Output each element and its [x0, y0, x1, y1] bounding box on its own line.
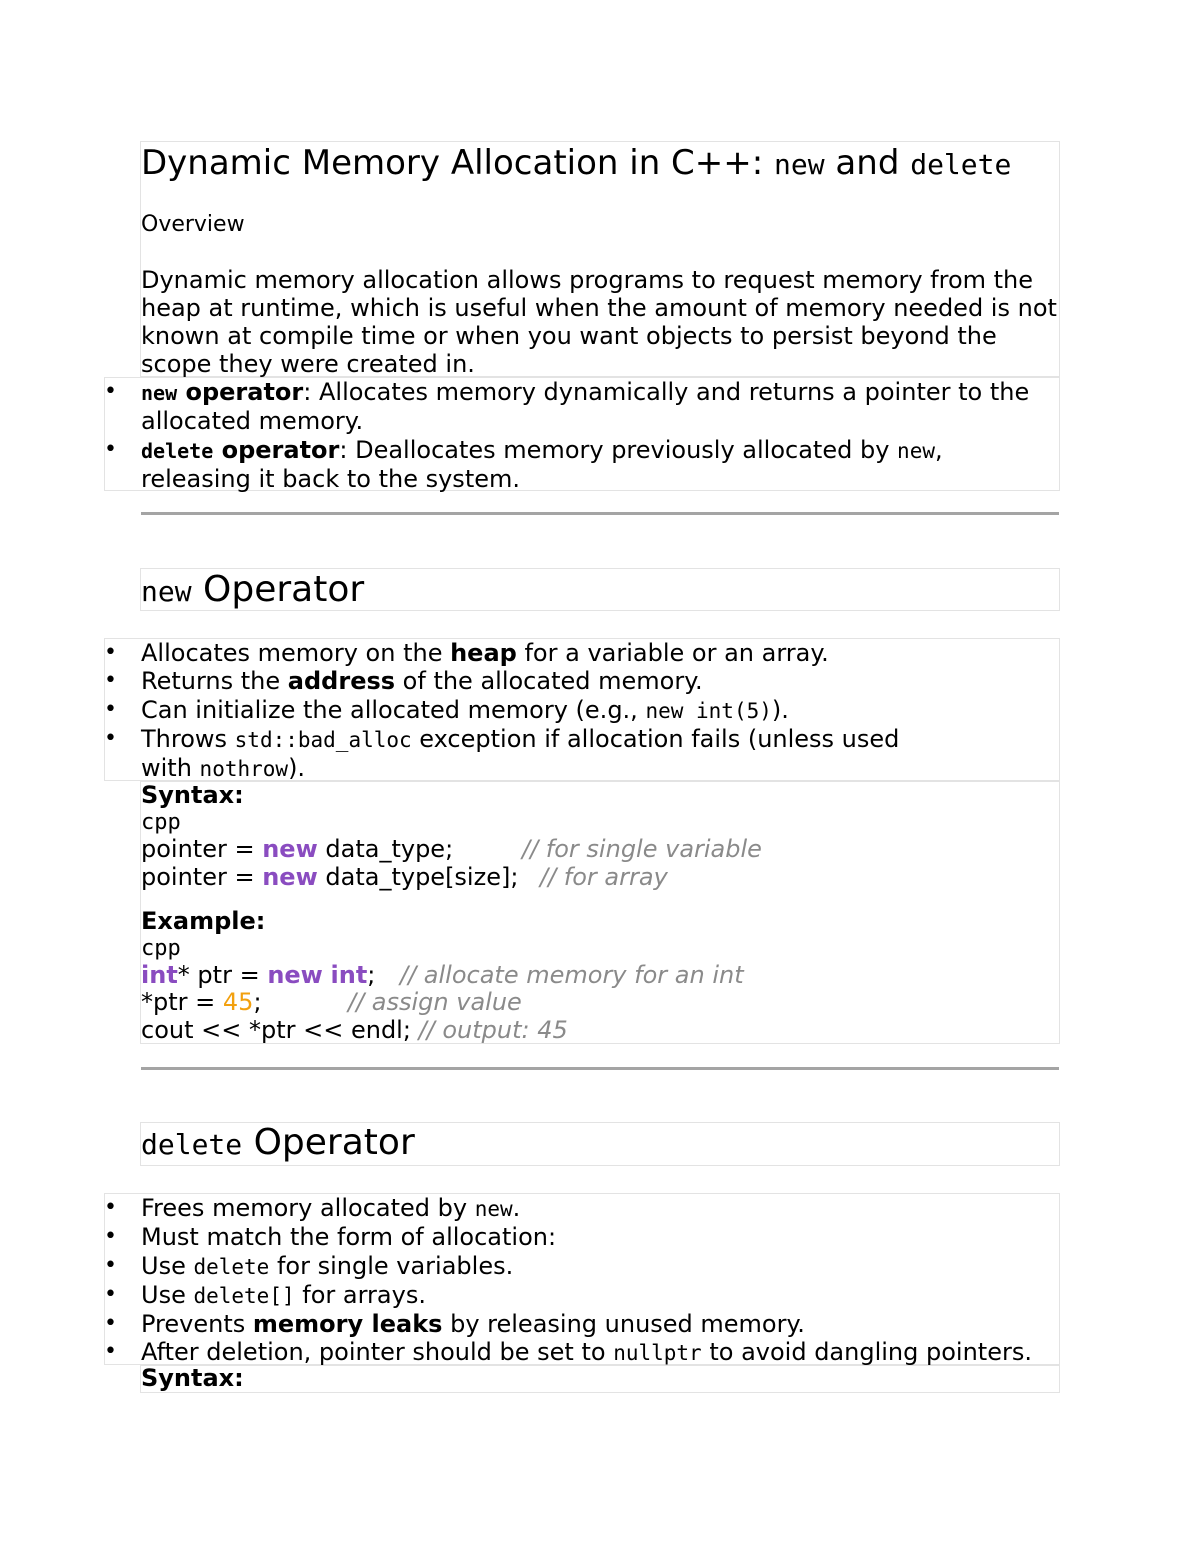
title-text: Operator	[242, 1122, 415, 1163]
code-comment: // for array	[540, 863, 668, 891]
code-text: * ptr =	[177, 961, 268, 989]
bullet-cont: with	[141, 754, 200, 783]
code-keyword: new	[262, 863, 318, 891]
code-text: data_type[size];	[317, 863, 519, 891]
bold-label: operator	[177, 378, 304, 406]
bold-term: heap	[450, 639, 517, 667]
divider	[141, 512, 1059, 515]
inline-code: new	[474, 1197, 513, 1221]
list-item	[141, 436, 1059, 494]
title-code-new: new	[774, 148, 825, 181]
list-item	[141, 1194, 1059, 1223]
code-text: ;	[253, 988, 262, 1016]
overview-paragraph: Dynamic memory allocation allows programs to request memory from the heap at runtime, which is useful when the amount of memory needed is not known at compile time or when you want objects to persist beyond the scope they were created in.	[141, 266, 1057, 378]
code-keyword: int	[141, 961, 178, 989]
code-line	[141, 1017, 568, 1045]
bullet-text: Prevents	[141, 1310, 253, 1339]
section2-bullet-list	[141, 639, 1059, 783]
divider	[141, 1067, 1059, 1070]
title-code-delete: delete	[910, 148, 1012, 181]
code-delete: delete	[141, 438, 214, 463]
example-lang: cpp	[141, 936, 181, 961]
inline-code: delete	[193, 1254, 270, 1279]
code-line	[141, 962, 375, 990]
example-label: Example:	[141, 907, 266, 935]
code-comment: // allocate memory for an int	[400, 961, 744, 989]
bullet-text: Returns the	[141, 667, 288, 696]
title-code: delete	[141, 1128, 243, 1161]
bullet-text: Use	[141, 1251, 194, 1280]
code-new: new	[141, 381, 178, 405]
inline-code: std::bad_alloc	[234, 727, 412, 752]
bold-label: operator	[213, 435, 340, 464]
syntax-label: Syntax:	[141, 1364, 244, 1392]
bullet-text: for a variable or an array.	[516, 639, 829, 667]
section3-bullet-list	[141, 1194, 1059, 1368]
code-text: pointer =	[141, 835, 263, 863]
list-item	[141, 378, 1059, 436]
inline-code: nullptr	[613, 1341, 702, 1366]
code-line	[141, 989, 262, 1017]
code-comment: // for single variable	[522, 835, 762, 863]
inline-code: delete[]	[193, 1283, 295, 1308]
bullet-text: After deletion, pointer should be set to	[141, 1338, 614, 1367]
section1-bullet-list	[141, 378, 1059, 493]
bullet-text: ).	[771, 695, 789, 724]
bullet-cont: allocated memory.	[141, 407, 364, 436]
list-item	[141, 1338, 1059, 1367]
bullet-text: by releasing unused memory.	[442, 1310, 805, 1339]
bullet-cont: ).	[288, 754, 306, 783]
section-title-delete-operator	[141, 1122, 415, 1166]
bullet-text: to avoid dangling pointers.	[701, 1338, 1032, 1367]
code-text: data_type;	[317, 835, 454, 863]
code-number: 45	[222, 988, 254, 1016]
bullet-text: : Allocates memory dynamically and returns a pointer to the	[303, 378, 1030, 406]
bullet-text: Can initialize the allocated memory (e.g.,	[141, 695, 646, 724]
code-line	[141, 864, 518, 892]
bullet-text: Frees memory allocated by	[141, 1194, 475, 1222]
code-keyword: new	[262, 835, 318, 863]
title-text: Operator	[191, 569, 365, 610]
bold-term: address	[287, 667, 396, 696]
bullet-text: .	[512, 1194, 521, 1222]
inline-code: nothrow	[199, 757, 289, 782]
list-item	[141, 1281, 1059, 1310]
code-text: ;	[367, 961, 376, 989]
bullet-text: Must match the form of allocation:	[141, 1223, 557, 1252]
section-title-new-operator	[141, 569, 364, 613]
list-item	[141, 696, 1059, 725]
bullet-text: Use	[141, 1280, 194, 1309]
page-title	[141, 143, 1011, 185]
bold-term: memory leaks	[252, 1310, 443, 1339]
code-keyword: new	[267, 961, 323, 989]
bullet-text: for single variables.	[269, 1251, 514, 1280]
list-item	[141, 1310, 1059, 1338]
bullet-text: : Deallocates memory previously allocated by	[339, 435, 898, 464]
code-text: pointer =	[141, 863, 263, 891]
section3-syntax-box	[140, 1365, 1060, 1393]
list-item	[141, 639, 1059, 667]
inline-code: new int(5)	[645, 698, 772, 723]
bullet-text: exception if allocation fails (unless used	[411, 724, 900, 753]
section2-code-box	[140, 781, 1060, 1044]
list-item	[141, 667, 1059, 695]
list-item	[141, 1223, 1059, 1251]
bullet-text: Allocates memory on the	[141, 639, 451, 667]
code-text: *ptr =	[141, 988, 223, 1016]
syntax-label: Syntax:	[141, 781, 244, 809]
code-text: cout << *ptr << endl;	[141, 1016, 419, 1044]
code-line	[141, 836, 453, 864]
code-keyword: int	[330, 961, 368, 989]
bullet-text: for arrays.	[294, 1280, 426, 1309]
bullet-text: of the allocated memory.	[395, 667, 703, 696]
inline-code: new	[897, 438, 935, 463]
bullet-text: Throws	[141, 724, 235, 753]
syntax-lang: cpp	[141, 810, 181, 835]
list-item	[141, 1252, 1059, 1281]
code-space	[323, 961, 331, 989]
code-comment: // assign value	[348, 988, 522, 1016]
code-comment: // output: 45	[418, 1016, 568, 1044]
bullet-cont: releasing it back to the system.	[141, 464, 520, 493]
list-item	[141, 725, 1059, 784]
bullet-tail: ,	[934, 435, 943, 464]
title-code: new	[141, 575, 192, 608]
title-and: and	[824, 143, 911, 183]
overview-heading: Overview	[141, 212, 245, 237]
title-text: Dynamic Memory Allocation in C++:	[141, 143, 775, 183]
